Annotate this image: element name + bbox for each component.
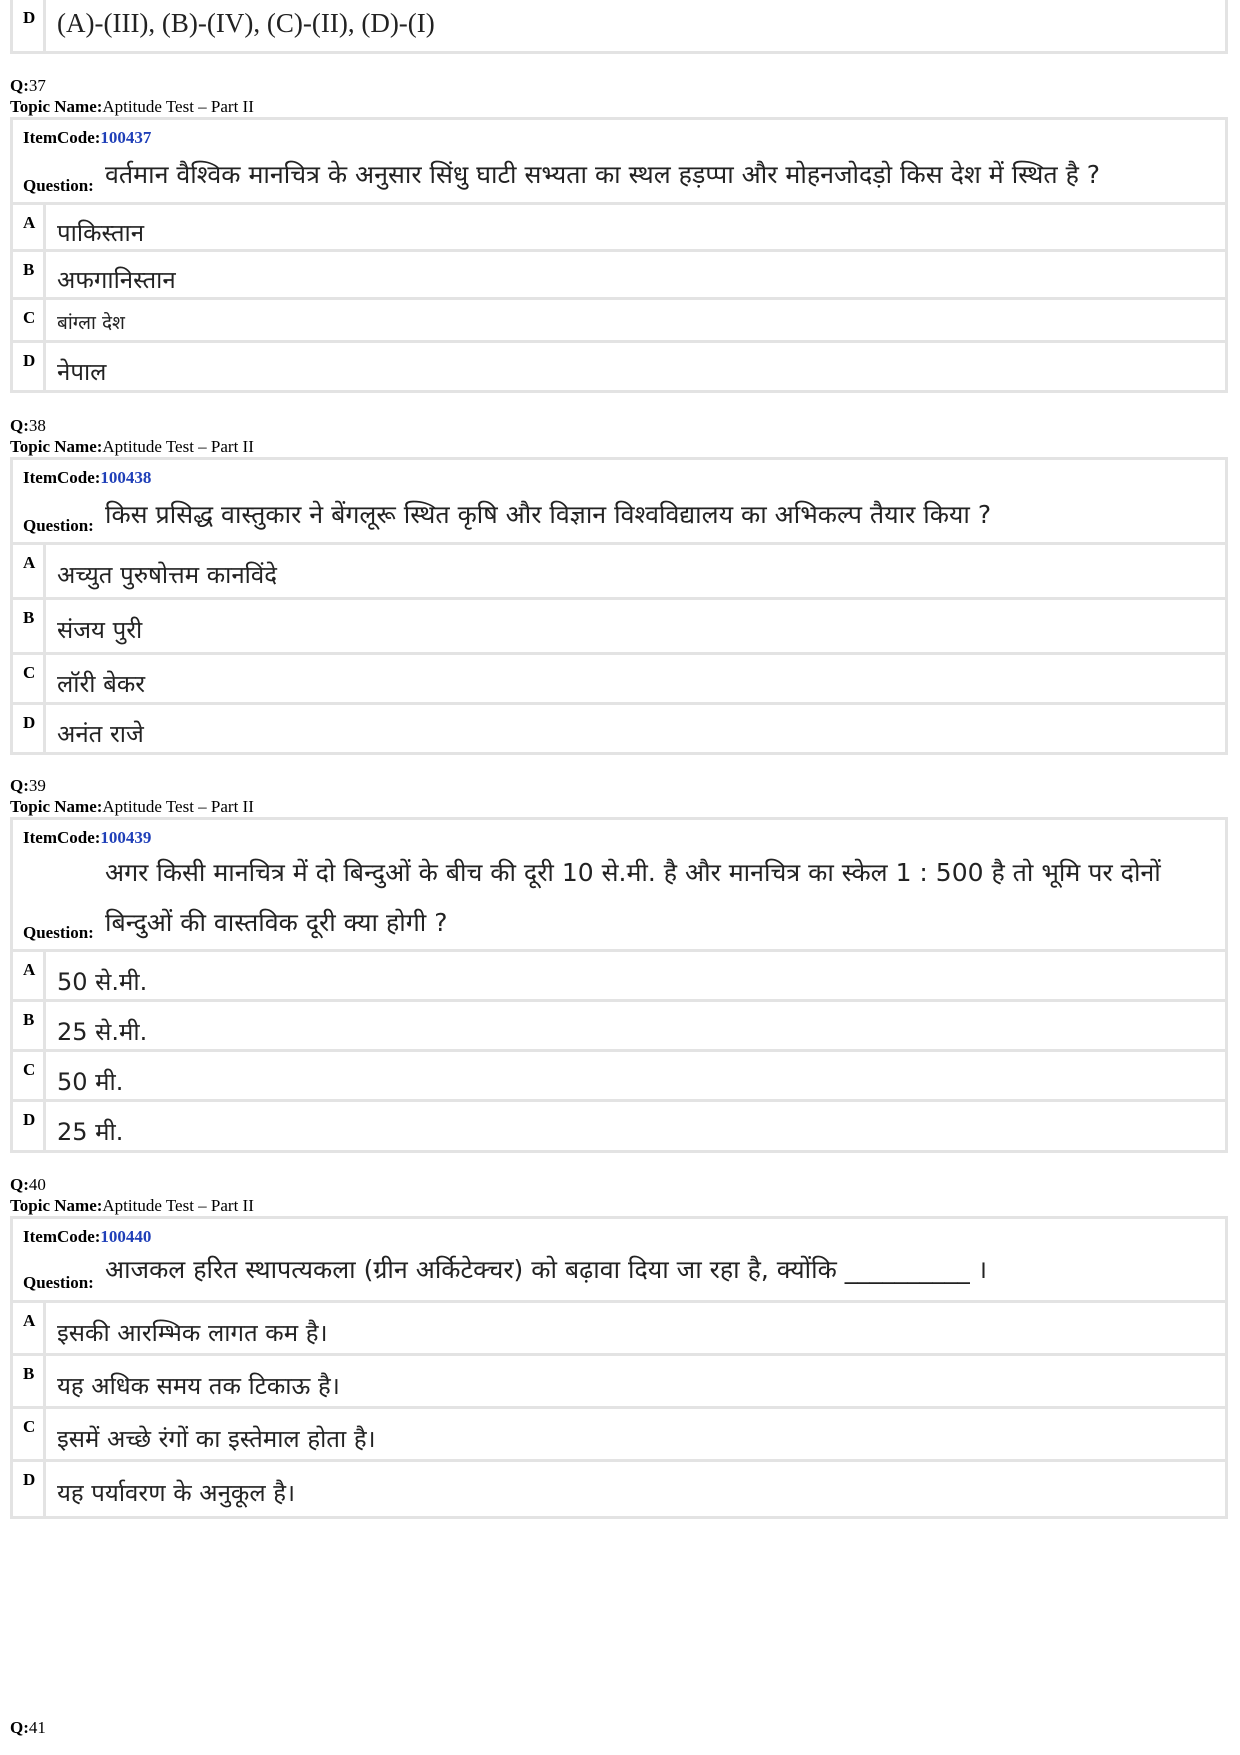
option-letter: C xyxy=(23,1417,36,1436)
option-letter: D xyxy=(23,1110,36,1129)
item-code: ItemCode:100437 xyxy=(23,128,152,147)
question-card xyxy=(10,817,1228,1153)
option-text: अनंत राजे xyxy=(57,720,144,748)
prev-question-card xyxy=(10,0,1228,54)
option-letter: D xyxy=(23,8,36,27)
option-text: बांग्ला देश xyxy=(57,312,125,334)
item-code: ItemCode:100438 xyxy=(23,468,152,487)
option-row[interactable] xyxy=(13,949,1225,999)
option-letter: B xyxy=(23,608,35,627)
option-row[interactable] xyxy=(13,542,1225,597)
option-letter: A xyxy=(23,213,36,232)
option-letter: B xyxy=(23,260,35,279)
option-text: संजय पुरी xyxy=(57,616,143,644)
option-text: अफगानिस्तान xyxy=(57,266,176,294)
option-letter: D xyxy=(23,351,36,370)
option-letter: A xyxy=(23,553,36,572)
option-row[interactable] xyxy=(13,597,1225,652)
option-letter: B xyxy=(23,1010,35,1029)
option-text: लॉरी बेकर xyxy=(57,670,146,698)
option-letter: C xyxy=(23,1060,36,1079)
question-text: वर्तमान वैश्विक मानचित्र के अनुसार सिंधु घाटी सभ्यता का स्थल हड़प्पा और मोहनजोदड़ो किस देश में स्थित है ? xyxy=(105,160,1101,189)
topic-name: Topic Name:Aptitude Test – Part II xyxy=(10,1196,254,1215)
question-number: Q:41 xyxy=(10,1718,46,1737)
question-label: Question: xyxy=(23,516,94,535)
option-row[interactable] xyxy=(13,1099,1225,1153)
question-text: आजकल हरित स्थापत्यकला (ग्रीन अर्किटेक्चर) को बढ़ावा दिया जा रहा है, क्योंकि __________ । xyxy=(105,1255,988,1284)
topic-name: Topic Name:Aptitude Test – Part II xyxy=(10,437,254,456)
option-row[interactable] xyxy=(13,702,1225,755)
option-text: इसकी आरम्भिक लागत कम है। xyxy=(57,1319,328,1347)
option-letter: A xyxy=(23,1311,36,1330)
question-number: Q:40 xyxy=(10,1175,46,1194)
item-code: ItemCode:100439 xyxy=(23,828,152,847)
question-label: Question: xyxy=(23,923,94,942)
option-row[interactable] xyxy=(13,1049,1225,1099)
question-card xyxy=(10,1216,1228,1519)
option-row[interactable] xyxy=(13,1406,1225,1459)
option-text: 25 से.मी. xyxy=(57,1018,148,1046)
option-row[interactable] xyxy=(13,297,1225,340)
option-row xyxy=(13,0,1225,54)
option-text: इसमें अच्छे रंगों का इस्तेमाल होता है। xyxy=(57,1425,376,1453)
option-letter: D xyxy=(23,1470,36,1489)
option-text: 50 मी. xyxy=(57,1068,124,1096)
option-letter: C xyxy=(23,308,36,327)
option-text: 50 से.मी. xyxy=(57,968,148,996)
topic-name: Topic Name:Aptitude Test – Part II xyxy=(10,797,254,816)
question-card xyxy=(10,457,1228,755)
option-letter: A xyxy=(23,960,36,979)
option-text: 25 मी. xyxy=(57,1118,124,1146)
question-text: किस प्रसिद्ध वास्तुकार ने बेंगलूरू स्थित कृषि और विज्ञान विश्वविद्यालय का अभिकल्प तैयार किया ? xyxy=(105,500,992,529)
question-label: Question: xyxy=(23,176,94,195)
question-card xyxy=(10,117,1228,393)
option-row[interactable] xyxy=(13,1300,1225,1353)
option-text: अच्युत पुरुषोत्तम कानविंदे xyxy=(57,561,277,589)
option-text: यह पर्यावरण के अनुकूल है। xyxy=(57,1479,296,1507)
option-letter: B xyxy=(23,1364,35,1383)
option-row[interactable] xyxy=(13,999,1225,1049)
option-row[interactable] xyxy=(13,340,1225,393)
topic-name: Topic Name:Aptitude Test – Part II xyxy=(10,97,254,116)
option-letter: C xyxy=(23,663,36,682)
option-text: (A)-(III), (B)-(IV), (C)-(II), (D)-(I) xyxy=(57,8,435,38)
option-row[interactable] xyxy=(13,249,1225,297)
question-number: Q:38 xyxy=(10,416,46,435)
option-text: पाकिस्तान xyxy=(57,219,145,247)
option-letter: D xyxy=(23,713,36,732)
question-label: Question: xyxy=(23,1273,94,1292)
option-text: नेपाल xyxy=(57,358,107,386)
option-text: यह अधिक समय तक टिकाऊ है। xyxy=(57,1372,340,1400)
option-row[interactable] xyxy=(13,1459,1225,1519)
option-row[interactable] xyxy=(13,652,1225,702)
option-row[interactable] xyxy=(13,1353,1225,1406)
item-code: ItemCode:100440 xyxy=(23,1227,152,1246)
question-text: अगर किसी मानचित्र में दो बिन्दुओं के बीच की दूरी 10 से.मी. है और मानचित्र का स्केल 1 : 500 है तो भूमि पर दोनों बिन्दुओं की वास्तविक दूरी क्या होगी ? xyxy=(105,858,1161,937)
question-number: Q:39 xyxy=(10,776,46,795)
option-row[interactable] xyxy=(13,202,1225,249)
question-number: Q:37 xyxy=(10,76,46,95)
